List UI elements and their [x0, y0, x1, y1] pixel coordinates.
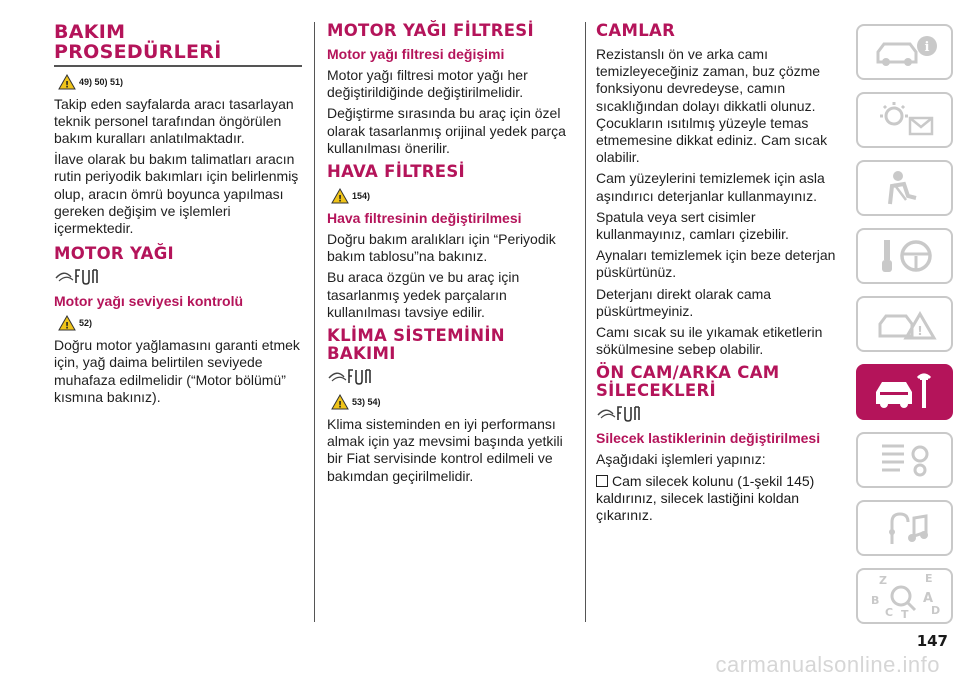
section-heading-camlar: CAMLAR [596, 21, 676, 40]
warning-reference [58, 314, 302, 332]
svg-text:!: ! [337, 194, 343, 205]
warning-reference [331, 187, 575, 205]
tab-technical-data[interactable] [856, 432, 953, 488]
tab-safety[interactable] [856, 160, 953, 216]
section-heading-motor-yagi-filtresi: MOTOR YAĞI FİLTRESİ [327, 21, 534, 40]
paragraph: Aynaları temizlemek için beze deterjan püskürtünüz. [596, 247, 836, 281]
warning-lights-icon [870, 100, 940, 140]
column-divider [314, 22, 315, 622]
bullet-item [596, 473, 844, 525]
paragraph: Aşağıdaki işlemleri yapınız: [596, 451, 766, 468]
multimedia-icon [870, 508, 940, 548]
eco-disposal-icon [596, 402, 644, 424]
warning-ref-text: 49) 50) 51) [79, 76, 124, 87]
index-letter: T [900, 608, 909, 620]
warning-reference [331, 393, 575, 411]
tab-starting-driving[interactable] [856, 228, 953, 284]
section-heading-proseduerleri: PROSEDÜRLERİ [54, 41, 222, 63]
index-letter: D [930, 604, 940, 617]
paragraph: Camı sıcak su ile yıkamak etiketlerin sökülmesine sebep olabilir. [596, 324, 823, 358]
tab-multimedia[interactable] [856, 500, 953, 556]
warning-triangle-icon [58, 315, 76, 331]
paragraph: Doğru motor yağlamasını garanti etmek için, yağ daima belirtilen seviyede muhafaza edilmelidir (“Motor bölümü” kısmına bakınız). [54, 337, 300, 405]
section-heading-hava-filtresi: HAVA FİLTRESİ [327, 162, 465, 182]
page-number: 147 [916, 632, 948, 650]
paragraph: Motor yağı filtresi motor yağı her değiştirildiğinde değiştirilmelidir. [327, 67, 528, 101]
column-2 [327, 22, 575, 489]
section-heading-bakim: BAKIM [54, 21, 126, 43]
tab-emergency[interactable] [856, 296, 953, 352]
paragraph: Bu araca özgün ve bu araç için tasarlanmış yedek parçaların kullanılması tavsiye edilir. [327, 269, 520, 320]
svg-text:!: ! [64, 80, 70, 90]
bullet-text: Cam silecek kolunu (1-şekil 145) kaldırınız, silecek lastiğini koldan çıkarınız. [596, 472, 815, 524]
svg-text:!: ! [337, 400, 343, 411]
index-letter: Z [878, 574, 887, 587]
section-heading-motor-yagi: MOTOR YAĞI [54, 244, 174, 264]
subheading-filtre: Motor yağı filtresi değişimi [327, 46, 505, 62]
warning-triangle-icon [331, 188, 349, 204]
index-letter: A [922, 591, 933, 606]
paragraph: Spatula veya sert cisimler kullanmayınız, camları çizebilir. [596, 208, 789, 243]
column-3 [596, 22, 844, 528]
svg-text:i: i [924, 40, 929, 55]
column-divider [585, 22, 586, 622]
checkbox-bullet-icon [596, 475, 608, 487]
warning-ref-text: 52) [79, 318, 93, 329]
warning-ref-text: 154) [352, 191, 371, 202]
tab-warning-lights[interactable] [856, 92, 953, 148]
section-heading-klima: KLİMA SİSTEMİNİN BAKIMI [327, 326, 505, 364]
index-icon [865, 572, 945, 620]
subheading-seviye: Motor yağı seviyesi kontrolü [54, 293, 244, 310]
warning-reference [58, 73, 302, 91]
index-letter: E [924, 572, 933, 585]
svg-text:!: ! [64, 321, 70, 332]
watermark: carmanualsonline.info [715, 652, 940, 677]
paragraph: Klima sisteminden en iyi performansı almak için yaz mevsimi başında yetkili bir Fiat servisinde kontrol edilmeli ve bakımdan geçirilmelidir. [327, 416, 563, 484]
eco-disposal-icon [327, 365, 375, 387]
section-heading-silecek-2: SİLECEKLERİ [596, 381, 716, 401]
section-heading-silecek-1: ÖN CAM/ARKA CAM [596, 363, 780, 383]
paragraph: Değiştirme sırasında bu araç için özel olarak tasarlanmış orijinal yedek parça kullanılması önerilir. [327, 105, 566, 156]
paragraph: Deterjanı direkt olarak cama püskürtmeyiniz. [596, 285, 772, 319]
warning-triangle-icon [331, 394, 349, 410]
paragraph: Doğru bakım aralıkları için “Periyodik bakım tablosu”na bakınız. [327, 231, 556, 265]
heading-rule [54, 65, 302, 67]
warning-ref-text: 53) 54) [352, 397, 381, 408]
paragraph: İlave olarak bu bakım talimatları aracın rutin periyodik bakımları için belirlenmiş olup, aracın ömrü boyunca yapılması gereken değişim ve işlemleri içermektedir. [54, 151, 299, 236]
index-letter: B [870, 594, 879, 607]
svg-text:!: ! [916, 324, 923, 338]
paragraph: Cam yüzeylerini temizlemek için asla aşındırıcı deterjanlar kullanmayınız. [596, 170, 825, 204]
column-1 [54, 22, 302, 410]
emergency-icon [870, 304, 940, 344]
paragraph: Takip eden sayfalarda aracı tasarlayan teknik personel tarafından öngörülen bakım kuralları anlatılmaktadır. [54, 95, 294, 146]
warning-triangle-icon [58, 74, 76, 90]
subheading-hava: Hava filtresinin değiştirilmesi [327, 210, 522, 227]
car-info-icon [870, 32, 940, 72]
technical-data-icon [870, 440, 940, 480]
eco-disposal-icon [54, 265, 102, 287]
index-letter: C [884, 606, 893, 619]
starting-driving-icon [870, 236, 940, 276]
subheading-silecek: Silecek lastiklerinin değiştirilmesi [596, 430, 821, 447]
tab-maintenance[interactable] [856, 364, 953, 420]
tab-index[interactable] [856, 568, 953, 624]
maintenance-icon [870, 372, 940, 412]
tab-car-info[interactable] [856, 24, 953, 80]
paragraph: Rezistanslı ön ve arka camı temizleyeceğiniz zaman, buz çözme fonksiyonu devredeyse, camın sıcaklığından dolayı dikkatli olunuz. Çocukların ısıtılmış yüzeyle temas etmemesine dikkat ediniz. Cam sıcak olabilir. [596, 46, 828, 166]
safety-icon [870, 168, 940, 208]
